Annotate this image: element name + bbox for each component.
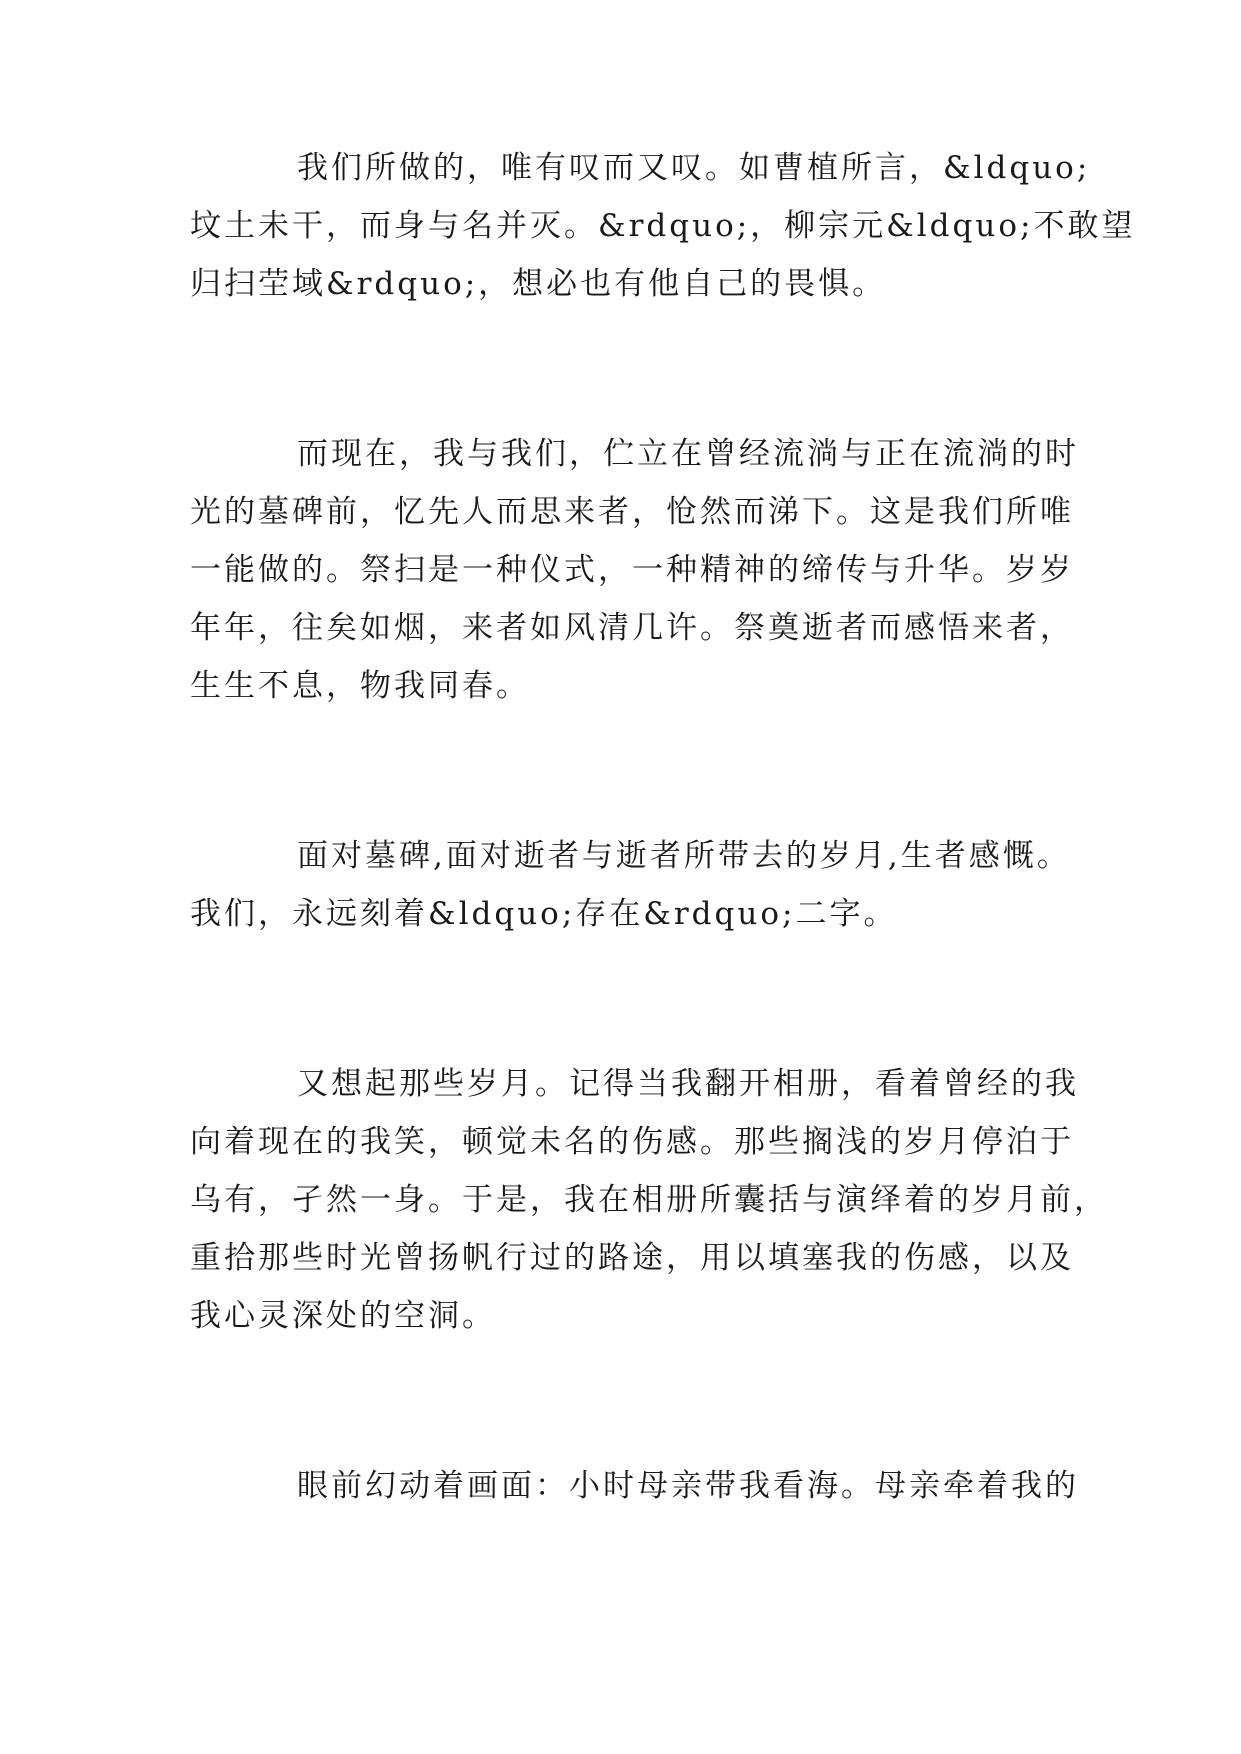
paragraph-line: [0, 196, 1241, 256]
line-text: 乌有，孑然一身。于是，我在相册所囊括与演绎着的岁月前，: [190, 1182, 1108, 1218]
paragraph-line: [0, 424, 1241, 484]
paragraph-line: [0, 138, 1241, 198]
paragraph-line: [0, 656, 1241, 716]
paragraph-line: [0, 1228, 1241, 1288]
paragraph-line: [0, 1170, 1241, 1230]
line-text: 我们所做的，唯有叹而又叹。如曹植所言，&ldquo;: [297, 150, 1091, 186]
paragraph-line: [0, 1286, 1241, 1346]
line-text: 光的墓碑前，忆先人而思来者，怆然而涕下。这是我们所唯: [190, 494, 1074, 530]
line-text: 我们，永远刻着&ldquo;存在&rdquo;二字。: [190, 896, 898, 932]
line-text: 又想起那些岁月。记得当我翻开相册，看着曾经的我: [297, 1066, 1079, 1102]
line-text: 向着现在的我笑，顿觉未名的伤感。那些搁浅的岁月停泊于: [190, 1124, 1074, 1160]
line-text: 年年，往矣如烟，来者如风清几许。祭奠逝者而感悟来者，: [190, 610, 1074, 646]
line-text: 坟土未干，而身与名并灭。&rdquo;，柳宗元&ldquo;不敢望: [190, 208, 1136, 244]
line-text: 我心灵深处的空洞。: [190, 1298, 496, 1334]
line-text: 生生不息，物我同春。: [190, 668, 530, 704]
paragraph-line: [0, 482, 1241, 542]
line-text: 眼前幻动着画面：小时母亲带我看海。母亲牵着我的: [297, 1468, 1079, 1504]
line-text: 一能做的。祭扫是一种仪式，一种精神的缔传与升华。岁岁: [190, 552, 1074, 588]
paragraph-line: [0, 884, 1241, 944]
paragraph-line: [0, 540, 1241, 600]
line-text: 而现在，我与我们，伫立在曾经流淌与正在流淌的时: [297, 436, 1079, 472]
paragraph-line: [0, 826, 1241, 886]
paragraph-line: [0, 254, 1241, 314]
paragraph-line: [0, 1054, 1241, 1114]
paragraph-line: [0, 598, 1241, 658]
paragraph-line: [0, 1456, 1241, 1516]
line-text: 重拾那些时光曾扬帆行过的路途，用以填塞我的伤感，以及: [190, 1240, 1074, 1276]
line-text: 面对墓碑,面对逝者与逝者所带去的岁月,生者感慨。: [297, 838, 1071, 874]
line-text: 归扫茔域&rdquo;，想必也有他自己的畏惧。: [190, 266, 887, 302]
paragraph-line: [0, 1112, 1241, 1172]
